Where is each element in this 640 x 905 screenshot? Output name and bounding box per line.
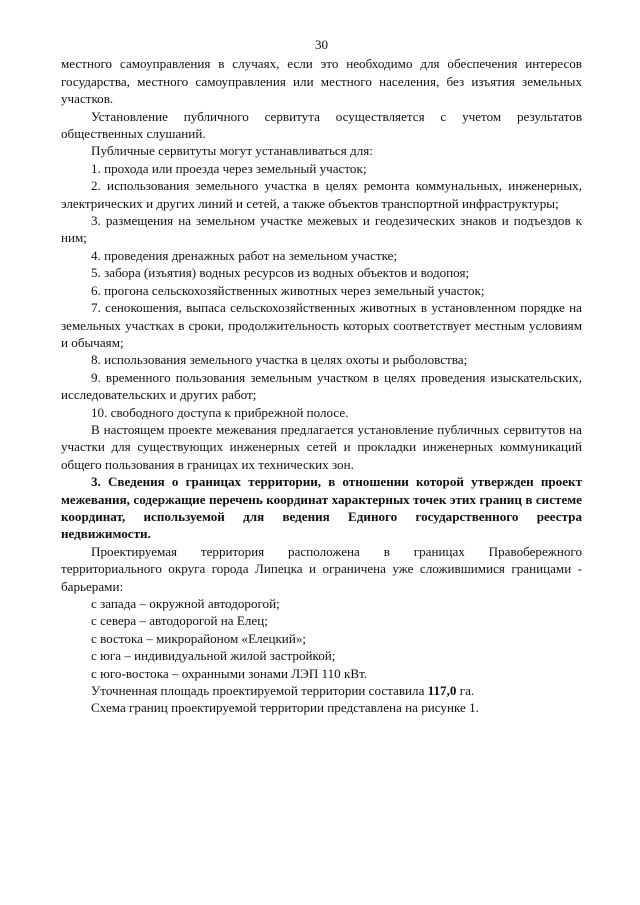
paragraph-area (61, 682, 582, 699)
list-item-border-north: с севера – автодорогой на Елец; (91, 613, 268, 629)
list-item-servitude-3: 3. размещения на земельном участке межевых и геодезических знаков и подъездов к ним; (61, 213, 582, 246)
list-item-border-west: с запада – окружной автодорогой; (91, 596, 280, 611)
page-number: 30 (314, 37, 329, 52)
document-page (61, 36, 582, 717)
area-prefix: Уточненная площадь проектируемой территории составила (91, 683, 428, 699)
paragraph-servitude-purposes-intro: Публичные сервитуты могут устанавливаться для: (91, 143, 373, 159)
list-item-servitude-5: 5. забора (изъятия) водных ресурсов из водных объектов и водопоя; (91, 265, 470, 281)
paragraph-continuation: местного самоуправления в случаях, если это необходимо для обеспечения интересов государства, местного самоуправления или местного населения, без изъятия земельных участков. (61, 56, 582, 107)
list-item-servitude-10: 10. свободного доступа к прибрежной полосе. (91, 404, 349, 420)
list-item-servitude-1: 1. прохода или проезда через земельный участок; (91, 160, 367, 176)
area-suffix: га. (456, 683, 475, 699)
list-item-servitude-4: 4. проведения дренажных работ на земельном участке; (91, 247, 398, 263)
list-item-border-east: с востока – микрорайоном «Елецкий»; (91, 630, 307, 646)
list-item-servitude-6: 6. прогона сельскохозяйственных животных через земельный участок; (91, 282, 485, 298)
paragraph-territory-intro: Проектируемая территория расположена в границах Правобережного территориального округа города Липецка и ограничена уже сложившимися границами - барьерами: (61, 543, 582, 594)
list-item-servitude-2: 2. использования земельного участка в целях ремонта коммунальных, инженерных, электрических и других линий и сетей, а также объектов транспортной инфраструктуры; (61, 178, 582, 211)
section-heading: 3. Сведения о границах территории, в отношении которой утвержден проект межевания, содержащие перечень координат характерных точек этих границ в системе координат, используемой для ведения Единого государственного реестра недвижимости. (61, 474, 582, 542)
list-item-servitude-8: 8. использования земельного участка в целях охоты и рыболовства; (91, 352, 468, 368)
paragraph-servitude-hearings: Установление публичного сервитута осуществляется с учетом результатов общественных слушаний. (61, 108, 582, 142)
area-value: 117,0 (427, 683, 457, 699)
list-item-servitude-7: 7. сенокошения, выпаса сельскохозяйственных животных в установленном порядке на земельных участках в сроки, продолжительность которых соответствует местным условиям и обычаям; (61, 300, 582, 350)
paragraph-scheme-note: Схема границ проектируемой территории представлена на рисунке 1. (91, 700, 479, 716)
list-item-border-southeast: с юго-востока – охранными зонами ЛЭП 110 кВт. (91, 665, 368, 681)
paragraph-project-proposal: В настоящем проекте межевания предлагается установление публичных сервитутов на участки для существующих инженерных сетей и прокладки инженерных коммуникаций общего пользования в границах их технических зон. (61, 421, 582, 472)
list-item-border-south: с юга – индивидуальной жилой застройкой; (91, 648, 336, 664)
list-item-servitude-9: 9. временного пользования земельным участком в целях проведения изыскательских, исследовательских и других работ; (61, 369, 582, 403)
